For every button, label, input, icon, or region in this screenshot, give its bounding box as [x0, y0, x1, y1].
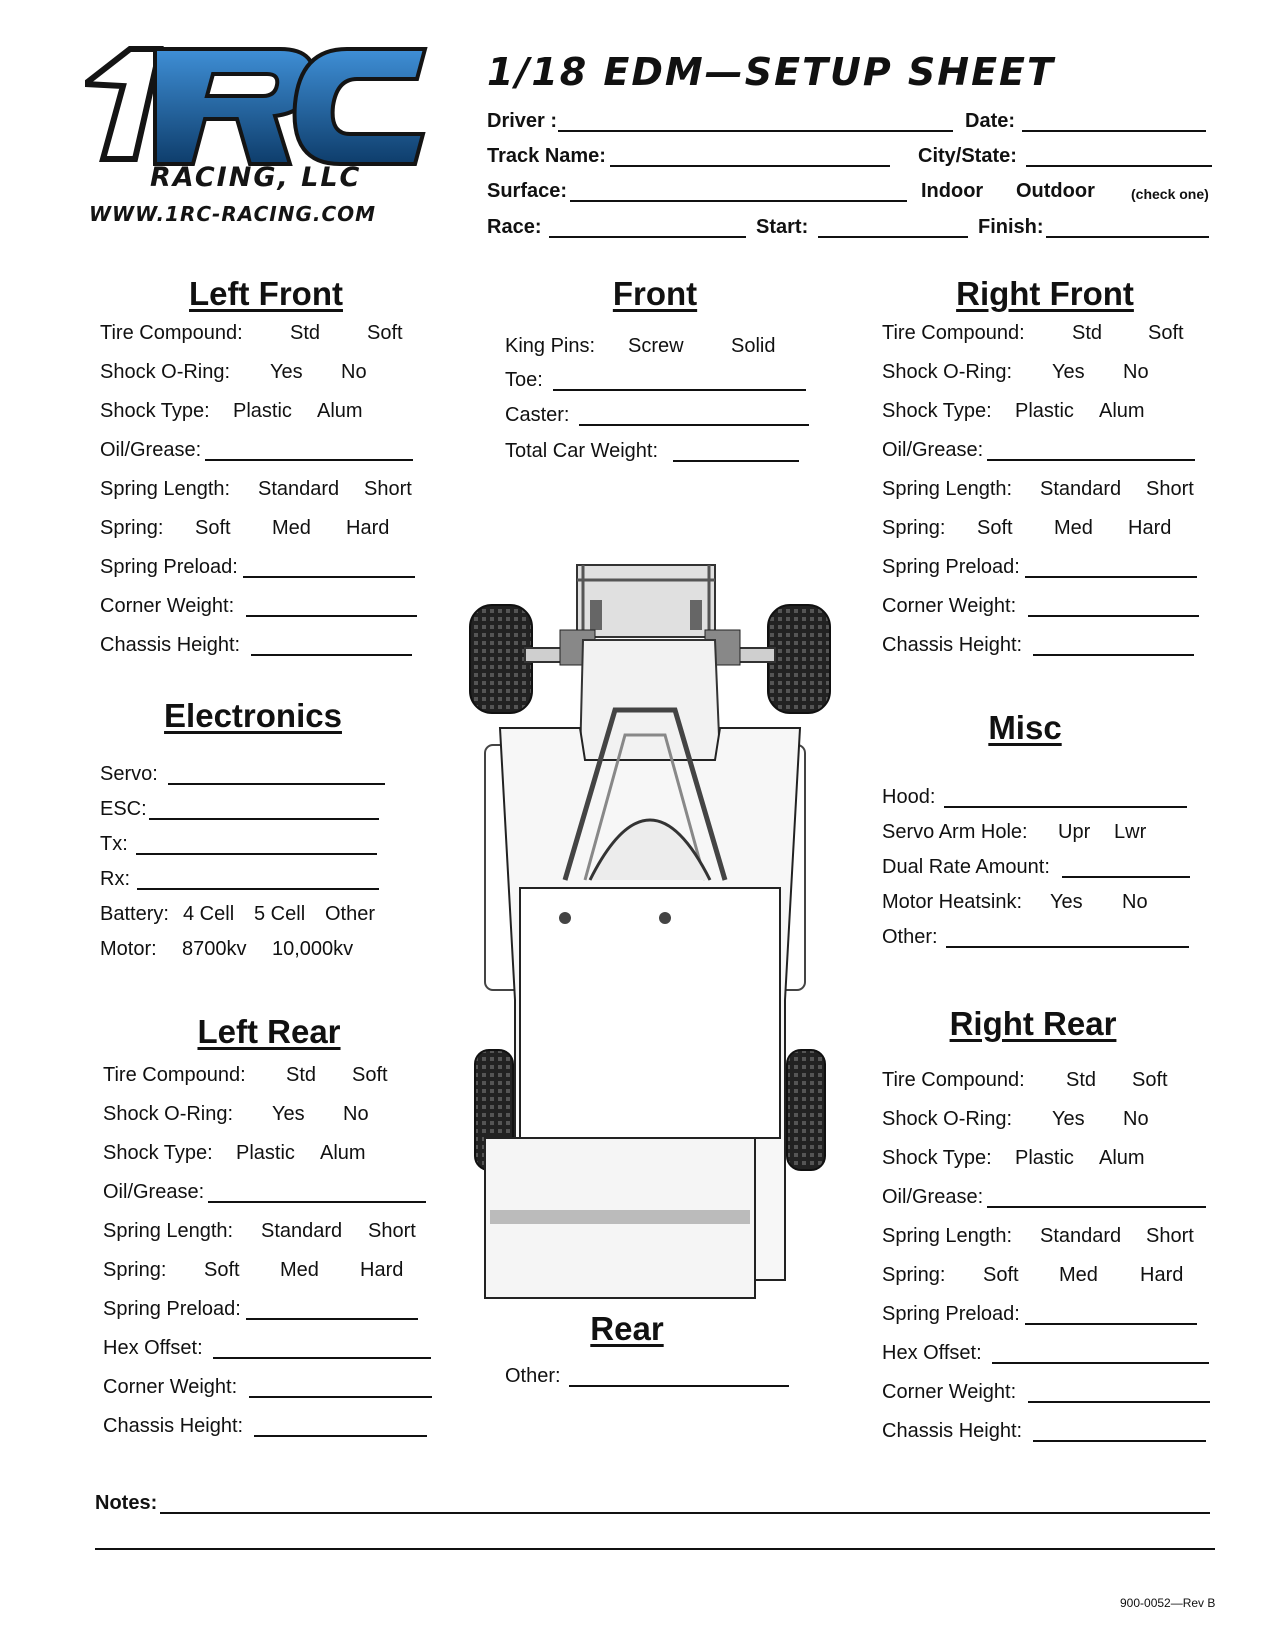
- lr-spring-soft[interactable]: Soft: [204, 1259, 240, 1281]
- rx-field[interactable]: [137, 888, 379, 890]
- lf-oring-no[interactable]: No: [341, 361, 367, 383]
- track-label: Track Name:: [487, 145, 606, 167]
- servo-arm-lwr[interactable]: Lwr: [1114, 821, 1147, 843]
- front-title: Front: [612, 275, 698, 312]
- lf-stype-plastic[interactable]: Plastic: [233, 400, 292, 422]
- rf-corner-field[interactable]: [1028, 615, 1199, 617]
- rf-stype-alum[interactable]: Alum: [1099, 400, 1145, 422]
- rr-tire-label: Tire Compound:: [882, 1069, 1025, 1091]
- check-one-note: (check one): [1131, 186, 1209, 202]
- rr-preload-field[interactable]: [1025, 1323, 1197, 1325]
- battery-label: Battery:: [100, 903, 169, 925]
- lf-preload-field[interactable]: [243, 576, 415, 578]
- misc-title: Misc: [988, 709, 1062, 746]
- rr-chassis-field[interactable]: [1033, 1440, 1206, 1442]
- rear-other-label: Other:: [505, 1365, 561, 1387]
- motor-label: Motor:: [100, 938, 157, 960]
- lr-hex-label: Hex Offset:: [103, 1337, 203, 1359]
- lr-stype-label: Shock Type:: [103, 1142, 213, 1164]
- lr-slen-short[interactable]: Short: [368, 1220, 416, 1242]
- toe-field[interactable]: [553, 389, 806, 391]
- caster-label: Caster:: [505, 404, 570, 426]
- rf-stype-label: Shock Type:: [882, 400, 992, 422]
- lf-spring-soft[interactable]: Soft: [195, 517, 231, 539]
- finish-label: Finish:: [978, 216, 1044, 238]
- rr-oil-field[interactable]: [987, 1206, 1206, 1208]
- notes-field-1[interactable]: [160, 1512, 1210, 1514]
- lr-tire-label: Tire Compound:: [103, 1064, 246, 1086]
- date-label: Date:: [965, 110, 1016, 132]
- lr-stype-plastic[interactable]: Plastic: [236, 1142, 295, 1164]
- city-label: City/State:: [918, 145, 1017, 167]
- lr-corner-field[interactable]: [249, 1396, 432, 1398]
- motor-8700kv[interactable]: 8700kv: [182, 938, 247, 960]
- rf-spring-soft[interactable]: Soft: [977, 517, 1013, 539]
- lf-tire-label: Tire Compound:: [100, 322, 243, 344]
- rr-chassis-label: Chassis Height:: [882, 1420, 1023, 1442]
- left-front-title: Left Front: [189, 275, 343, 312]
- caster-field[interactable]: [579, 424, 809, 426]
- page-title: 1/18 EDM—SETUP SHEET: [487, 50, 1055, 94]
- lr-slen-standard[interactable]: Standard: [261, 1220, 343, 1242]
- indoor-option[interactable]: Indoor: [921, 180, 984, 202]
- electronics-title: Electronics: [164, 697, 342, 734]
- misc-other-label: Other:: [882, 926, 938, 948]
- servo-label: Servo:: [100, 763, 158, 785]
- track-field[interactable]: [610, 165, 890, 167]
- lr-oring-yes[interactable]: Yes: [272, 1103, 305, 1125]
- rr-slen-short[interactable]: Short: [1146, 1225, 1194, 1247]
- lf-slen-standard[interactable]: Standard: [258, 478, 340, 500]
- lf-oring-label: Shock O-Ring:: [100, 361, 231, 383]
- lf-corner-label: Corner Weight:: [100, 595, 235, 617]
- start-field[interactable]: [818, 236, 968, 238]
- lr-spring-med[interactable]: Med: [280, 1259, 319, 1281]
- lf-oil-field[interactable]: [205, 459, 413, 461]
- lr-preload-field[interactable]: [246, 1318, 418, 1320]
- car-weight-field[interactable]: [673, 460, 799, 462]
- rr-stype-plastic[interactable]: Plastic: [1015, 1147, 1074, 1169]
- rr-tire-std[interactable]: Std: [1066, 1069, 1097, 1091]
- rf-chassis-label: Chassis Height:: [882, 634, 1023, 656]
- rf-stype-plastic[interactable]: Plastic: [1015, 400, 1074, 422]
- hood-field[interactable]: [944, 806, 1187, 808]
- lf-stype-alum[interactable]: Alum: [317, 400, 363, 422]
- lf-tire-std[interactable]: Std: [290, 322, 321, 344]
- king-pins-screw[interactable]: Screw: [628, 335, 684, 357]
- dual-rate-label: Dual Rate Amount:: [882, 856, 1050, 878]
- servo-arm-upr[interactable]: Upr: [1058, 821, 1091, 843]
- right-rear-title: Right Rear: [949, 1005, 1117, 1042]
- lf-corner-field[interactable]: [246, 615, 417, 617]
- rf-chassis-field[interactable]: [1033, 654, 1194, 656]
- rx-label: Rx:: [100, 868, 130, 890]
- rf-preload-field[interactable]: [1025, 576, 1197, 578]
- rr-tire-soft[interactable]: Soft: [1132, 1069, 1168, 1091]
- lr-stype-alum[interactable]: Alum: [320, 1142, 366, 1164]
- hood-label: Hood:: [882, 786, 936, 808]
- lr-chassis-label: Chassis Height:: [103, 1415, 244, 1437]
- battery-other[interactable]: Other: [325, 903, 376, 925]
- lf-slen-short[interactable]: Short: [364, 478, 412, 500]
- rr-preload-label: Spring Preload:: [882, 1303, 1020, 1325]
- lr-tire-std[interactable]: Std: [286, 1064, 317, 1086]
- misc-other-field[interactable]: [946, 946, 1189, 948]
- lf-preload-label: Spring Preload:: [100, 556, 238, 578]
- esc-field[interactable]: [149, 818, 379, 820]
- notes-label: Notes:: [95, 1492, 158, 1514]
- lf-spring-med[interactable]: Med: [272, 517, 311, 539]
- lf-spring-hard[interactable]: Hard: [346, 517, 390, 539]
- rr-stype-alum[interactable]: Alum: [1099, 1147, 1145, 1169]
- brand-website: WWW.1RC-RACING.COM: [89, 202, 377, 226]
- rf-oring-no[interactable]: No: [1123, 361, 1149, 383]
- rr-spring-med[interactable]: Med: [1059, 1264, 1098, 1286]
- lr-corner-label: Corner Weight:: [103, 1376, 238, 1398]
- rf-preload-label: Spring Preload:: [882, 556, 1020, 578]
- lr-spring-label: Spring:: [103, 1259, 167, 1281]
- lr-hex-field[interactable]: [213, 1357, 431, 1359]
- king-pins-label: King Pins:: [505, 335, 596, 357]
- lr-oring-no[interactable]: No: [343, 1103, 369, 1125]
- rr-oil-label: Oil/Grease:: [882, 1186, 984, 1208]
- rr-oring-no[interactable]: No: [1123, 1108, 1149, 1130]
- rf-slen-standard[interactable]: Standard: [1040, 478, 1122, 500]
- servo-arm-label: Servo Arm Hole:: [882, 821, 1028, 843]
- lf-chassis-label: Chassis Height:: [100, 634, 241, 656]
- rf-slen-label: Spring Length:: [882, 478, 1013, 500]
- finish-field[interactable]: [1046, 236, 1209, 238]
- rr-stype-label: Shock Type:: [882, 1147, 992, 1169]
- brand-name: RACING, LLC: [150, 162, 362, 193]
- rf-oring-label: Shock O-Ring:: [882, 361, 1013, 383]
- rr-spring-label: Spring:: [882, 1264, 946, 1286]
- rf-oil-label: Oil/Grease:: [882, 439, 984, 461]
- lr-oil-label: Oil/Grease:: [103, 1181, 205, 1203]
- dual-rate-field[interactable]: [1062, 876, 1190, 878]
- servo-field[interactable]: [168, 783, 385, 785]
- car-weight-label: Total Car Weight:: [505, 440, 659, 462]
- outdoor-option[interactable]: Outdoor: [1016, 180, 1095, 202]
- left-rear-title: Left Rear: [197, 1013, 341, 1050]
- lf-oil-label: Oil/Grease:: [100, 439, 202, 461]
- driver-field[interactable]: [558, 130, 953, 132]
- esc-label: ESC:: [100, 798, 147, 820]
- rf-oring-yes[interactable]: Yes: [1052, 361, 1085, 383]
- lr-tire-soft[interactable]: Soft: [352, 1064, 388, 1086]
- toe-label: Toe:: [505, 369, 543, 391]
- heatsink-no[interactable]: No: [1122, 891, 1148, 913]
- rr-spring-hard[interactable]: Hard: [1140, 1264, 1184, 1286]
- revision-number: 900-0052—Rev B: [1120, 1596, 1216, 1610]
- rf-tire-std[interactable]: Std: [1072, 322, 1103, 344]
- rr-oring-label: Shock O-Ring:: [882, 1108, 1013, 1130]
- rr-oring-yes[interactable]: Yes: [1052, 1108, 1085, 1130]
- surface-field[interactable]: [570, 200, 907, 202]
- rf-oil-field[interactable]: [987, 459, 1195, 461]
- rr-hex-label: Hex Offset:: [882, 1342, 982, 1364]
- driver-label: Driver :: [487, 110, 558, 132]
- battery-5cell[interactable]: 5 Cell: [254, 903, 306, 925]
- car-diagram: [465, 560, 845, 1305]
- tx-label: Tx:: [100, 833, 128, 855]
- race-field[interactable]: [549, 236, 746, 238]
- lr-spring-hard[interactable]: Hard: [360, 1259, 404, 1281]
- lr-oring-label: Shock O-Ring:: [103, 1103, 234, 1125]
- lr-slen-label: Spring Length:: [103, 1220, 234, 1242]
- race-label: Race:: [487, 216, 542, 238]
- rear-title: Rear: [590, 1310, 664, 1347]
- date-field[interactable]: [1022, 130, 1206, 132]
- lf-tire-soft[interactable]: Soft: [367, 322, 403, 344]
- rear-other-field[interactable]: [569, 1385, 789, 1387]
- heatsink-label: Motor Heatsink:: [882, 891, 1023, 913]
- lf-spring-label: Spring:: [100, 517, 164, 539]
- lr-preload-label: Spring Preload:: [103, 1298, 241, 1320]
- rr-hex-field[interactable]: [992, 1362, 1209, 1364]
- surface-label: Surface:: [487, 180, 568, 202]
- rf-spring-med[interactable]: Med: [1054, 517, 1093, 539]
- rf-tire-label: Tire Compound:: [882, 322, 1025, 344]
- brand-logo: [85, 44, 445, 234]
- 1rc-logo-graphic: [85, 44, 445, 179]
- car-top-view-image: [465, 560, 845, 1305]
- right-front-title: Right Front: [956, 275, 1134, 312]
- rr-slen-standard[interactable]: Standard: [1040, 1225, 1122, 1247]
- rf-corner-label: Corner Weight:: [882, 595, 1017, 617]
- rr-corner-field[interactable]: [1028, 1401, 1210, 1403]
- rr-slen-label: Spring Length:: [882, 1225, 1013, 1247]
- king-pins-solid[interactable]: Solid: [731, 335, 776, 357]
- heatsink-yes[interactable]: Yes: [1050, 891, 1083, 913]
- rf-tire-soft[interactable]: Soft: [1148, 322, 1184, 344]
- rr-corner-label: Corner Weight:: [882, 1381, 1017, 1403]
- rf-spring-label: Spring:: [882, 517, 946, 539]
- start-label: Start:: [756, 216, 809, 238]
- rr-spring-soft[interactable]: Soft: [983, 1264, 1019, 1286]
- rf-spring-hard[interactable]: Hard: [1128, 517, 1172, 539]
- lf-stype-label: Shock Type:: [100, 400, 210, 422]
- battery-4cell[interactable]: 4 Cell: [183, 903, 235, 925]
- lf-chassis-field[interactable]: [251, 654, 412, 656]
- lf-oring-yes[interactable]: Yes: [270, 361, 303, 383]
- lr-oil-field[interactable]: [208, 1201, 426, 1203]
- lf-slen-label: Spring Length:: [100, 478, 231, 500]
- tx-field[interactable]: [136, 853, 377, 855]
- notes-field-2[interactable]: [95, 1548, 1215, 1550]
- city-field[interactable]: [1026, 165, 1212, 167]
- lr-chassis-field[interactable]: [254, 1435, 427, 1437]
- rf-slen-short[interactable]: Short: [1146, 478, 1194, 500]
- motor-10000kv[interactable]: 10,000kv: [272, 938, 354, 960]
